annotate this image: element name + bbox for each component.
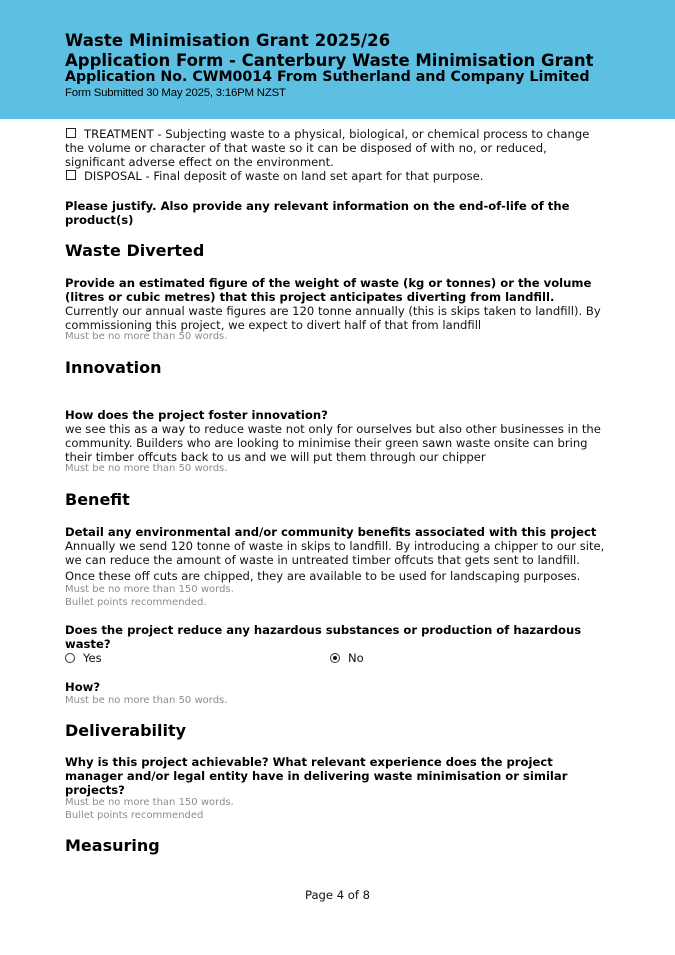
application-number: Application No. CWM0014 From Sutherland and Company Limited [65,69,590,85]
checkbox-icon [66,128,76,138]
deliverability-question: Why is this project achievable? What relevant experience does the project manager and/or legal entity have in delivering waste minimisation or similar projects? [65,755,568,797]
benefit-answer-p2: Once these off cuts are chipped, they are available to be used for landscaping purposes. [65,569,581,583]
deliverability-hint-words: Must be no more than 150 words. [65,797,234,808]
option-label: TREATMENT - Subjecting waste to a physical, biological, or chemical process to change the volume or character of that waste so it can be disposed of with no, or reduced, significant adverse effect on the environment. [65,127,590,169]
innovation-question: How does the project foster innovation? [65,408,328,422]
option-label: DISPOSAL - Final deposit of waste on land set apart for that purpose. [84,169,484,183]
benefit-hint-words: Must be no more than 150 words. [65,584,234,595]
option-disposal [65,169,610,183]
waste-diverted-question: Provide an estimated figure of the weight of waste (kg or tonnes) or the volume (litres or cubic metres) that this project anticipates diverting from landfill. [65,276,592,304]
submitted-date: Form Submitted 30 May 2025, 3:16PM NZST [65,87,286,99]
grant-title: Waste Minimisation Grant 2025/26 [65,31,391,50]
radio-selected-icon[interactable] [330,653,340,663]
section-heading-measuring: Measuring [65,836,160,855]
form-name: Application Form - Canterbury Waste Minimisation Grant [65,51,594,70]
radio-unselected-icon[interactable] [65,653,75,663]
deliverability-hint-bullets: Bullet points recommended [65,810,204,821]
benefit-question: Detail any environmental and/or community benefits associated with this project [65,525,597,539]
section-heading-waste-diverted: Waste Diverted [65,241,205,260]
benefit-answer-p1: Annually we send 120 tonne of waste in skips to landfill. By introducing a chipper to our site, we can reduce the amount of waste in untreated timber offcuts that gets sent to landfill. [65,539,605,567]
option-treatment [65,127,610,169]
hazard-option-yes[interactable] [65,651,102,665]
page-number: Page 4 of 8 [304,888,371,902]
justify-question: Please justify. Also provide any relevant information on the end-of-life of the product(s) [65,199,570,227]
section-heading-deliverability: Deliverability [65,721,187,740]
section-heading-innovation: Innovation [65,358,162,377]
hazard-option-label: Yes [83,651,102,665]
innovation-answer: we see this as a way to reduce waste not only for ourselves but also other businesses in the community. Builders who are looking to minimise their green sawn waste onsite can bring their timber offcuts back to us and we will put them through our chipper [65,422,601,464]
waste-diverted-hint: Must be no more than 50 words. [65,331,228,342]
form-header [0,0,675,119]
hazard-option-label: No [348,651,364,665]
section-heading-benefit: Benefit [65,490,130,509]
hazard-option-no[interactable] [330,651,364,665]
waste-diverted-answer: Currently our annual waste figures are 120 tonne annually (this is skips taken to landfill). By commissioning this project, we expect to divert half of that from landfill [65,304,601,332]
hazard-question: Does the project reduce any hazardous substances or production of hazardous waste? [65,623,582,651]
innovation-hint: Must be no more than 50 words. [65,463,228,474]
how-question: How? [65,680,101,694]
how-hint: Must be no more than 50 words. [65,695,228,706]
benefit-hint-bullets: Bullet points recommended. [65,597,207,608]
checkbox-icon [66,170,76,180]
